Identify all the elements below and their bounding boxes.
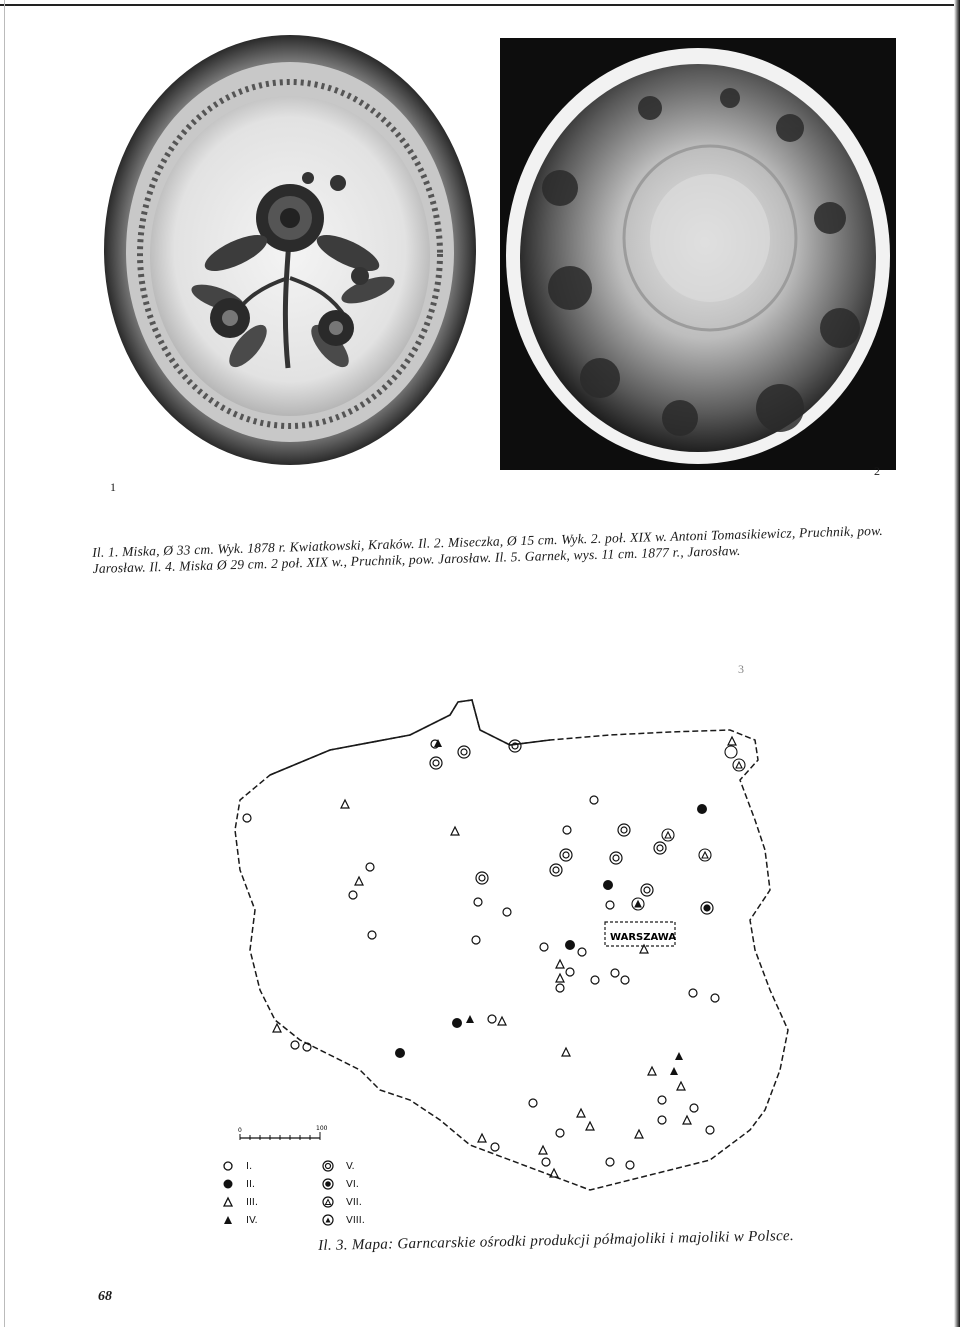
legend-label: VIII. xyxy=(346,1214,365,1226)
legend-label: VII. xyxy=(346,1196,362,1208)
legend-circle-filled-triangle-icon xyxy=(322,1214,334,1226)
page-number: 68 xyxy=(98,1289,112,1304)
legend-label: V. xyxy=(346,1160,355,1172)
legend-open-triangle-icon xyxy=(222,1196,234,1208)
legend-item-3 xyxy=(222,1196,258,1208)
legend-item-1 xyxy=(222,1160,252,1172)
legend-label: III. xyxy=(246,1196,259,1208)
map-legend xyxy=(222,1160,422,1235)
figure-number-3: 3 xyxy=(738,662,744,676)
legend-label: VI. xyxy=(346,1178,359,1190)
top-rule xyxy=(0,4,960,6)
figure-number-1: 1 xyxy=(110,480,116,494)
legend-label: I. xyxy=(246,1160,253,1172)
map-city-label-warszawa: WARSZAWA xyxy=(610,932,677,943)
legend-item-2 xyxy=(222,1178,255,1190)
legend-circle-dot-icon xyxy=(322,1178,334,1190)
legend-item-7 xyxy=(322,1196,362,1208)
legend-double-circle-icon xyxy=(322,1160,334,1172)
caption-figures-1-5: Il. 1. Miska, Ø 33 cm. Wyk. 1878 r. Kwiatkowski, Kraków. Il. 2. Miseczka, Ø 15 cm. Wyk. 2. poł. XIX w. Antoni Tomasikiewicz, Pruchnik, pow. Jarosław. Il. 4. Miska Ø 29 cm. 2 poł. XIX w., Pruchnik, pow. Jarosław. Il. 5. Garnek, wys. 11 cm. 1877 r., Jarosław. xyxy=(92,522,884,576)
legend-item-4 xyxy=(222,1214,258,1226)
legend-label: II. xyxy=(246,1178,256,1190)
map-border xyxy=(235,700,788,1190)
legend-item-6 xyxy=(322,1178,359,1190)
legend-label: IV. xyxy=(246,1214,258,1226)
scale-bar-svg xyxy=(238,1124,338,1146)
legend-circle-triangle-icon xyxy=(322,1196,334,1208)
scale-label-100: 100 xyxy=(316,1125,328,1132)
bowl-illustration xyxy=(500,38,896,470)
caption-map: Il. 3. Mapa: Garncarskie ośrodki produkcji półmajoliki i majoliki w Polsce. xyxy=(318,1228,795,1254)
legend-item-5 xyxy=(322,1160,355,1172)
coastline xyxy=(270,700,550,775)
map-scale-bar xyxy=(238,1124,338,1146)
plate-floral-illustration xyxy=(98,28,482,470)
figure-number-2: 2 xyxy=(874,464,880,478)
photo-bowl xyxy=(500,38,896,470)
right-edge-shadow xyxy=(954,0,960,1327)
legend-open-circle-icon xyxy=(222,1160,234,1172)
photo-plate-floral xyxy=(98,28,482,470)
scale-label-zero: 0 xyxy=(238,1127,242,1134)
legend-filled-triangle-icon xyxy=(222,1214,234,1226)
legend-item-8 xyxy=(322,1214,365,1226)
legend-filled-circle-icon xyxy=(222,1178,234,1190)
left-edge xyxy=(4,0,5,1327)
